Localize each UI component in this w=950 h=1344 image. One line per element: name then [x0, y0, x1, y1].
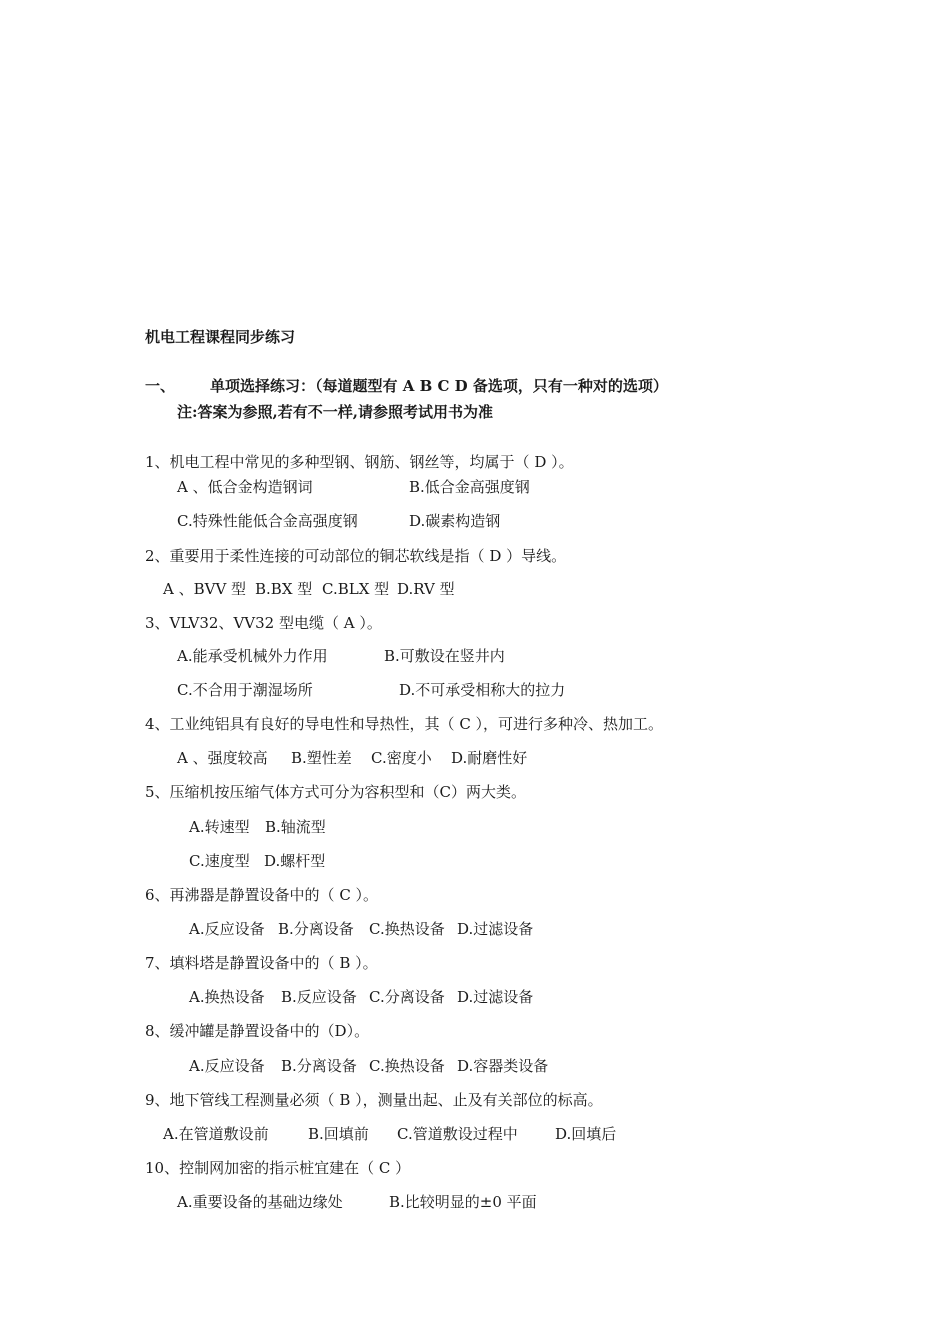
q9-option-b: B.回填前 [308, 1125, 369, 1143]
q2-option-b: B.BX 型 [255, 580, 313, 598]
question-9: 9、地下管线工程测量必须（ B ），测量出起、止及有关部位的标高。 [145, 1091, 603, 1109]
q5-option-a: A.转速型 [189, 818, 250, 836]
q3-option-a: A.能承受机械外力作用 [177, 647, 328, 665]
question-2: 2、重要用于柔性连接的可动部位的铜芯软线是指（ D ）导线。 [145, 547, 567, 565]
q9-option-d: D.回填后 [555, 1125, 617, 1143]
q7-option-a: A.换热设备 [189, 988, 265, 1006]
section-number: 一、 [145, 377, 176, 395]
q3-option-c: C.不合用于潮湿场所 [177, 681, 313, 699]
question-4: 4、工业纯铝具有良好的导电性和导热性，其（ C ），可进行多种冷、热加工。 [145, 715, 664, 733]
q1-option-d: D.碳素构造钢 [409, 512, 501, 530]
q5-option-b: B.轴流型 [265, 818, 326, 836]
question-7: 7、填料塔是静置设备中的（ B ）。 [145, 954, 378, 972]
question-3: 3、VLV32、VV32 型电缆（ A ）。 [145, 614, 382, 632]
q1-option-b: B.低合金高强度钢 [409, 478, 530, 496]
q3-option-b: B.可敷设在竖井内 [384, 647, 505, 665]
q2-option-c: C.BLX 型 [322, 580, 390, 598]
q8-option-c: C.换热设备 [369, 1057, 445, 1075]
q8-option-d: D.容器类设备 [457, 1057, 549, 1075]
q1-option-c: C.特殊性能低合金高强度钢 [177, 512, 358, 530]
q7-option-b: B.反应设备 [281, 988, 357, 1006]
question-10: 10、控制网加密的指示桩宜建在（ C ） [145, 1159, 411, 1177]
section-note: 注:答案为参照,若有不一样,请参照考试用书为准 [177, 403, 493, 421]
q5-option-c: C.速度型 [189, 852, 250, 870]
q10-option-b: B.比较明显的±0 平面 [389, 1193, 537, 1211]
q6-option-c: C.换热设备 [369, 920, 445, 938]
q8-option-a: A.反应设备 [189, 1057, 265, 1075]
q5-option-d: D.螺杆型 [264, 852, 326, 870]
q4-option-a: A 、强度较高 [177, 749, 268, 767]
q4-option-d: D.耐磨性好 [451, 749, 528, 767]
q6-option-a: A.反应设备 [189, 920, 265, 938]
question-6: 6、再沸器是静置设备中的（ C ）。 [145, 886, 379, 904]
q4-option-c: C.密度小 [371, 749, 432, 767]
q3-option-d: D.不可承受相称大的拉力 [399, 681, 566, 699]
q7-option-c: C.分离设备 [369, 988, 445, 1006]
question-5: 5、压缩机按压缩气体方式可分为容积型和（C）两大类。 [145, 783, 527, 801]
q9-option-a: A.在管道敷设前 [163, 1125, 269, 1143]
q10-option-a: A.重要设备的基础边缘处 [177, 1193, 343, 1211]
document-title: 机电工程课程同步练习 [145, 328, 296, 346]
q2-option-a: A 、BVV 型 [163, 580, 247, 598]
q2-option-d: D.RV 型 [397, 580, 455, 598]
q8-option-b: B.分离设备 [281, 1057, 357, 1075]
question-8: 8、缓冲罐是静置设备中的（D）。 [145, 1022, 370, 1040]
q7-option-d: D.过滤设备 [457, 988, 534, 1006]
q6-option-d: D.过滤设备 [457, 920, 534, 938]
q6-option-b: B.分离设备 [278, 920, 354, 938]
q9-option-c: C.管道敷设过程中 [397, 1125, 518, 1143]
q4-option-b: B.塑性差 [291, 749, 352, 767]
question-1: 1、机电工程中常见的多种型钢、钢筋、钢丝等，均属于（ D ）。 [145, 453, 574, 471]
q1-option-a: A 、低合金构造钢词 [177, 478, 313, 496]
section-title: 单项选择练习：（每道题型有 A B C D 备选项，只有一种对的选项） [210, 377, 668, 395]
